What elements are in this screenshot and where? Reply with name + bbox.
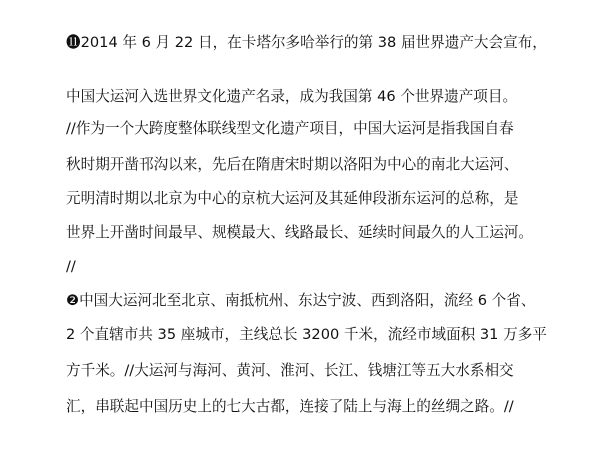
text-line-9: 2 个直辖市共 35 座城市，主线总长 3200 千米，流经市域面积 31 万多平 (66, 326, 547, 343)
text-line-10: 方千米。//大运河与海河、黄河、淮河、长江、钱塘江等五大水系相交 (66, 362, 514, 379)
text-line-8: ❷中国大运河北至北京、南抵杭州、东达宁波、西到洛阳，流经 6 个省、 (66, 292, 536, 309)
text-line-4: 秋时期开凿邗沟以来，先后在隋唐宋时期以洛阳为中心的南北大运河、 (66, 156, 519, 173)
text-line-7: // (66, 258, 76, 275)
text-line-3: //作为一个大跨度整体联线型文化遗产项目，中国大运河是指我国自春 (66, 120, 514, 137)
text-line-11: 汇，串联起中国历史上的七大古都，连接了陆上与海上的丝绸之路。// (66, 398, 514, 415)
text-line-1: ⓫2014 年 6 月 22 日，在卡塔尔多哈举行的第 38 届世界遗产大会宣布， (66, 34, 547, 51)
text-line-5: 元明清时期以北京为中心的京杭大运河及其延伸段浙东运河的总称，是 (66, 190, 519, 207)
text-line-2: 中国大运河入选世界文化遗产名录，成为我国第 46 个世界遗产项目。 (66, 88, 518, 105)
text-line-6: 世界上开凿时间最早、规模最大、线路最长、延续时间最久的人工运河。 (66, 224, 534, 241)
